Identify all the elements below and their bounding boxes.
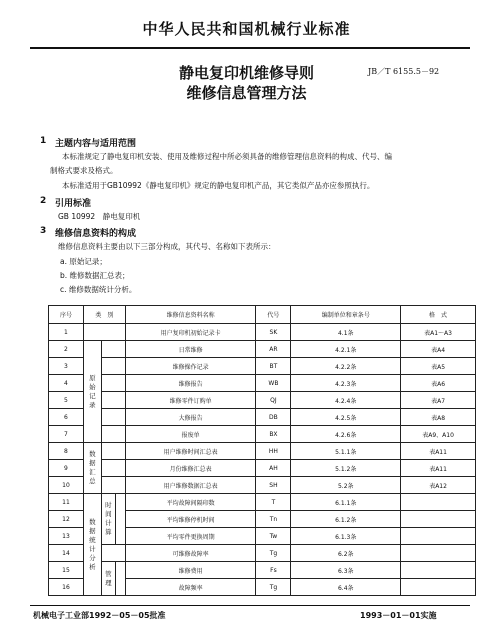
row-no: 7 bbox=[49, 426, 84, 443]
header-rule bbox=[30, 47, 470, 49]
subgroup-management: 管 理 bbox=[101, 562, 115, 596]
section2-title: 引用标准 bbox=[55, 199, 92, 209]
issuer-header: 中华人民共和国机械行业标准 bbox=[142, 20, 351, 38]
row-no: 12 bbox=[49, 511, 84, 528]
table-row bbox=[49, 545, 476, 562]
row-format bbox=[401, 511, 476, 528]
row-name: 大修报告 bbox=[125, 409, 256, 426]
section3-number: 3 bbox=[40, 226, 47, 236]
row-no: 6 bbox=[49, 409, 84, 426]
row-format bbox=[401, 562, 476, 579]
row-format: 表A11 bbox=[401, 443, 476, 460]
approval-date: 机械电子工业部1992－05－05批准 bbox=[33, 611, 166, 620]
row-name: 用户复印机初始记录卡 bbox=[125, 324, 256, 341]
row-name: 维修报告 bbox=[125, 375, 256, 392]
col-header-no: 序号 bbox=[49, 306, 84, 324]
group-data-summary: 数 据 汇 总 bbox=[83, 443, 101, 494]
row-no: 13 bbox=[49, 528, 84, 545]
row-no: 15 bbox=[49, 562, 84, 579]
section2-number: 2 bbox=[40, 196, 47, 206]
row-ref: 6.1.2条 bbox=[291, 511, 401, 528]
row-ref: 4.2.1条 bbox=[291, 341, 401, 358]
row-no: 14 bbox=[49, 545, 84, 562]
list-item: a. 原始记录； bbox=[60, 257, 107, 266]
row-ref: 6.4条 bbox=[291, 579, 401, 596]
row-code: SH bbox=[256, 477, 291, 494]
table-row bbox=[49, 443, 476, 460]
row-code: AH bbox=[256, 460, 291, 477]
row-code: BT bbox=[256, 358, 291, 375]
row-format: 表A11 bbox=[401, 460, 476, 477]
section1-para1-cont: 制格式要求及格式。 bbox=[50, 166, 118, 175]
row-format bbox=[401, 545, 476, 562]
row-code: SK bbox=[256, 324, 291, 341]
row-name: 维修费用 bbox=[125, 562, 256, 579]
row-ref: 5.1.2条 bbox=[291, 460, 401, 477]
section1-para2: 本标准适用于GB10992《静电复印机》规定的静电复印机产品，其它类似产品亦应参照执行。 bbox=[62, 181, 375, 190]
standard-number: JB／T 6155.5－92 bbox=[368, 67, 440, 76]
section3-title: 维修信息资料的构成 bbox=[55, 229, 137, 239]
row-no: 11 bbox=[49, 494, 84, 511]
row-no: 8 bbox=[49, 443, 84, 460]
row-format: 表A12 bbox=[401, 477, 476, 494]
section1-title: 主题内容与适用范围 bbox=[55, 139, 137, 149]
row-ref: 4.2.5条 bbox=[291, 409, 401, 426]
row-code: QJ bbox=[256, 392, 291, 409]
row-code: BX bbox=[256, 426, 291, 443]
row-ref: 6.1.3条 bbox=[291, 528, 401, 545]
reference-standard: GB 10992 静电复印机 bbox=[58, 212, 141, 221]
row-ref: 5.2条 bbox=[291, 477, 401, 494]
table-row bbox=[49, 375, 476, 392]
table-row bbox=[49, 324, 476, 341]
col-header-code: 代号 bbox=[256, 306, 291, 324]
row-name: 日常维修 bbox=[125, 341, 256, 358]
table-row bbox=[49, 494, 476, 511]
row-code: DB bbox=[256, 409, 291, 426]
document-title-line2: 维修信息管理方法 bbox=[186, 84, 307, 102]
row-format: 表A6 bbox=[401, 375, 476, 392]
row-name: 平均维修停机时间 bbox=[125, 511, 256, 528]
row-no: 4 bbox=[49, 375, 84, 392]
row-code: AR bbox=[256, 341, 291, 358]
row-code: Fs bbox=[256, 562, 291, 579]
document-title-line1: 静电复印机维修导则 bbox=[178, 64, 314, 82]
row-ref: 6.1.1条 bbox=[291, 494, 401, 511]
row-format: 表A4 bbox=[401, 341, 476, 358]
row-code: T bbox=[256, 494, 291, 511]
row-name: 平均零件更换周期 bbox=[125, 528, 256, 545]
table-row bbox=[49, 562, 476, 579]
row-ref: 6.3条 bbox=[291, 562, 401, 579]
row-ref: 4.1条 bbox=[291, 324, 401, 341]
row-format: 表A1～A3 bbox=[401, 324, 476, 341]
effective-date: 1993－01－01实施 bbox=[360, 611, 437, 620]
table-row bbox=[49, 477, 476, 494]
row-name: 平均故障间隔印数 bbox=[125, 494, 256, 511]
row-format: 表A5 bbox=[401, 358, 476, 375]
subgroup-time-calc: 时 间 计 算 bbox=[101, 494, 115, 545]
row-name: 维修零件订购单 bbox=[125, 392, 256, 409]
row-name: 故障频率 bbox=[125, 579, 256, 596]
row-format: 表A8 bbox=[401, 409, 476, 426]
row-format bbox=[401, 528, 476, 545]
info-structure-table bbox=[48, 305, 476, 596]
group-statistical-analysis: 数 据 统 计 分 析 bbox=[83, 494, 101, 596]
table-row bbox=[49, 409, 476, 426]
row-no: 2 bbox=[49, 341, 84, 358]
table-row bbox=[49, 426, 476, 443]
section3-intro: 维修信息资料主要由以下三部分构成，其代号、名称如下表所示： bbox=[58, 242, 276, 251]
group-original-records: 原 始 记 录 bbox=[83, 341, 101, 443]
row-code: Tn bbox=[256, 511, 291, 528]
row-ref: 6.2条 bbox=[291, 545, 401, 562]
table-row bbox=[49, 460, 476, 477]
row-ref: 4.2.4条 bbox=[291, 392, 401, 409]
footer-rule bbox=[30, 605, 470, 606]
row-format: 表A9、A10 bbox=[401, 426, 476, 443]
row-ref: 5.1.1条 bbox=[291, 443, 401, 460]
row-ref: 4.2.2条 bbox=[291, 358, 401, 375]
row-name: 可维修故障率 bbox=[125, 545, 256, 562]
row-ref: 4.2.3条 bbox=[291, 375, 401, 392]
table-row bbox=[49, 392, 476, 409]
section1-number: 1 bbox=[40, 136, 47, 146]
row-no: 16 bbox=[49, 579, 84, 596]
list-item: b. 维修数据汇总表； bbox=[60, 271, 130, 280]
row-no: 1 bbox=[49, 324, 84, 341]
col-header-category: 类 别 bbox=[83, 306, 125, 324]
row-name: 维修操作记录 bbox=[125, 358, 256, 375]
row-no: 9 bbox=[49, 460, 84, 477]
row-name: 用户维修时间汇总表 bbox=[125, 443, 256, 460]
row-no: 5 bbox=[49, 392, 84, 409]
row-format bbox=[401, 494, 476, 511]
col-header-ref: 编制单位和章条号 bbox=[291, 306, 401, 324]
row-ref: 4.2.6条 bbox=[291, 426, 401, 443]
table-row bbox=[49, 358, 476, 375]
row-code: WB bbox=[256, 375, 291, 392]
table-header-row bbox=[49, 306, 476, 324]
list-item: c. 维修数据统计分析。 bbox=[60, 285, 137, 294]
row-name: 月份维修汇总表 bbox=[125, 460, 256, 477]
row-format bbox=[401, 579, 476, 596]
row-code: Tw bbox=[256, 528, 291, 545]
row-code: Tg bbox=[256, 545, 291, 562]
row-no: 10 bbox=[49, 477, 84, 494]
row-name: 用户维修数据汇总表 bbox=[125, 477, 256, 494]
table-row bbox=[49, 341, 476, 358]
row-format: 表A7 bbox=[401, 392, 476, 409]
row-code: Tg bbox=[256, 579, 291, 596]
row-no: 3 bbox=[49, 358, 84, 375]
col-header-format: 格 式 bbox=[401, 306, 476, 324]
col-header-name: 维修信息资料名称 bbox=[125, 306, 256, 324]
section1-para1: 本标准规定了静电复印机安装、使用及维修过程中所必须具备的维修管理信息资料的构成、代号、编 bbox=[62, 152, 392, 161]
row-name: 报废单 bbox=[125, 426, 256, 443]
row-code: HH bbox=[256, 443, 291, 460]
